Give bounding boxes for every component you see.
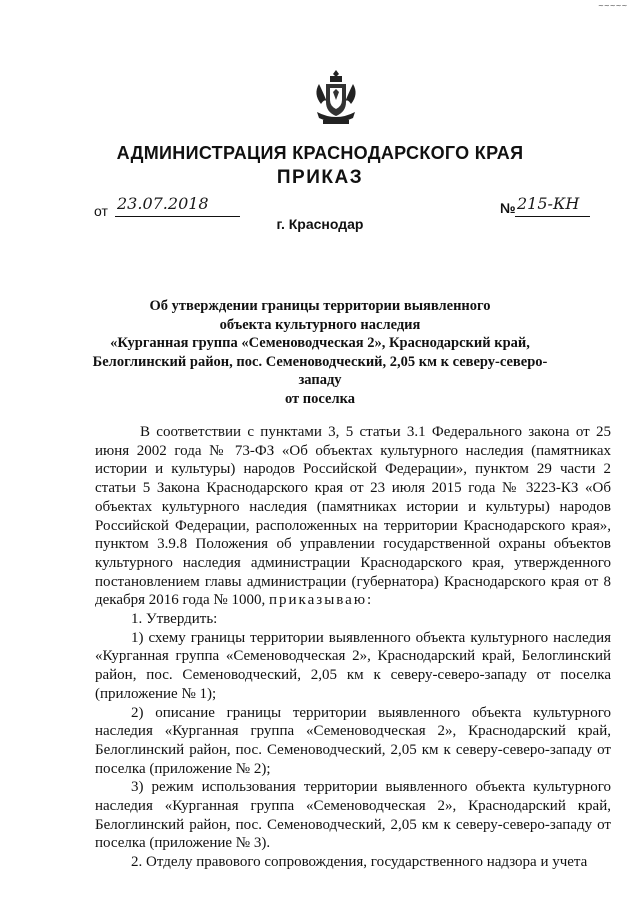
title-line: Белоглинский район, пос. Семеноводческий, 2,05 км к северу-северо-западу — [92, 353, 548, 388]
preamble-paragraph — [95, 423, 611, 610]
coat-of-arms-icon — [311, 68, 361, 128]
clause-1-2: 2) описание границы территории выявленного объекта культурного наследия «Курганная группа «Семеноводческая 2», Краснодарский край, Белоглинский район, пос. Семеноводческий, 2,05 км к северу-северо-западу от поселка (приложение № 2); — [95, 704, 611, 777]
number-field — [515, 196, 590, 217]
document-title — [80, 297, 560, 408]
preamble-text: В соответствии с пунктами 3, 5 статьи 3.1 Федерального закона от 25 июня 2002 года № 73-ФЗ «Об объектах культурного наследия (памятниках истории и культуры) народов Российской Федерации», пунктом 29 части 2 статьи 5 Закона Краснодарского края от 23 июля 2015 года № 3223-КЗ «Об объектах культурного наследия (памятниках истории и культуры) народов Российской Федерации, расположенных на территории Краснодарского края», пунктом 3.9.8 Положения об управлении государственной охраны объектов культурного наследия администрации Краснодарского края, утвержденного постановлением главы администрации (губернатора) Краснодарского края от 8 декабря 2016 года № 1000, — [95, 424, 611, 609]
city-line: г. Краснодар — [276, 216, 364, 232]
handwritten-number: 215-КН — [517, 194, 580, 213]
title-line: Об утверждении границы территории выявленного — [149, 298, 491, 314]
date-field — [115, 196, 240, 217]
title-line: объекта культурного наследия — [219, 316, 421, 333]
date-prefix: от — [94, 203, 108, 219]
title-line: от поселка — [285, 390, 355, 407]
document-type-heading: ПРИКАЗ — [276, 167, 364, 188]
order-word: приказываю: — [269, 592, 374, 609]
clause-1-1: 1) схему границы территории выявленного объекта культурного наследия «Курганная группа «Семеноводческая 2», Краснодарский край, Белоглинский район, пос. Семеноводческий, 2,05 км к северу-северо-западу от поселка (приложение № 1); — [95, 629, 611, 702]
organization-heading: АДМИНИСТРАЦИЯ КРАСНОДАРСКОГО КРАЯ — [116, 143, 524, 163]
clause-1: 1. Утвердить: — [131, 611, 218, 628]
clause-2: 2. Отделу правового сопровождения, государственного надзора и учета — [131, 854, 588, 871]
document-body — [95, 423, 611, 872]
clause-1-3: 3) режим использования территории выявленного объекта культурного наследия «Курганная группа «Семеноводческая 2», Краснодарский край, Белоглинский район, пос. Семеноводческий, 2,05 км к северу-северо-западу от поселка (приложение № 3). — [95, 779, 611, 852]
page-corner-mark — [596, 0, 636, 10]
svg-text:~~~~~: ~~~~~ — [598, 2, 628, 10]
title-line: «Курганная группа «Семеноводческая 2», Краснодарский край, — [110, 335, 530, 351]
handwritten-date: 23.07.2018 — [117, 194, 209, 213]
number-prefix: № — [500, 200, 516, 216]
